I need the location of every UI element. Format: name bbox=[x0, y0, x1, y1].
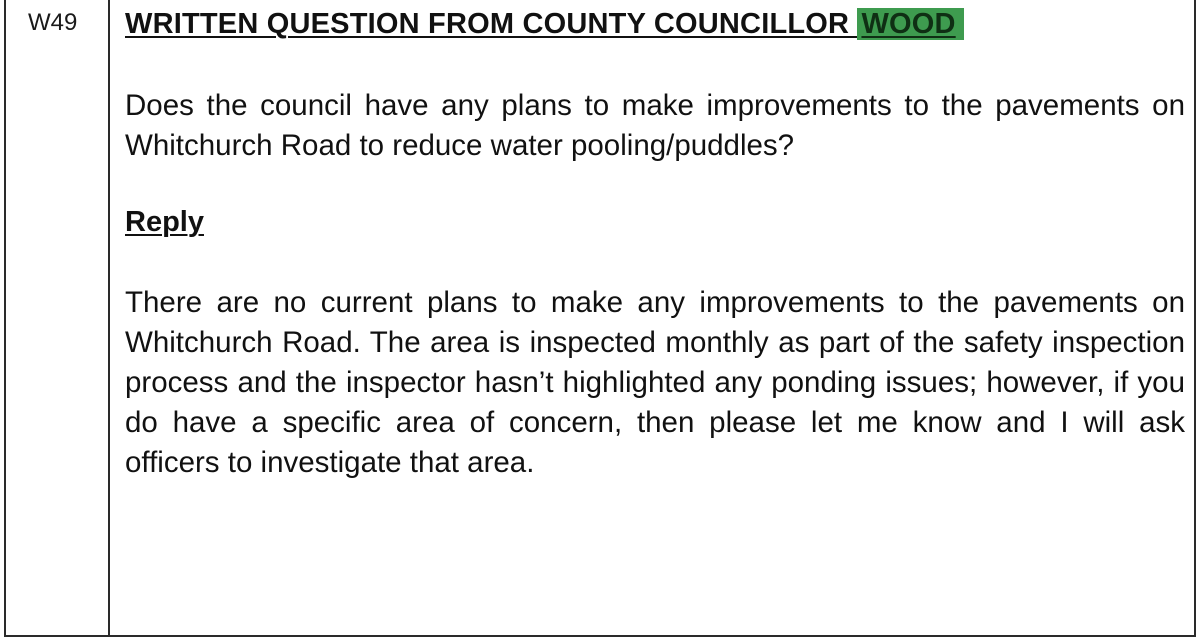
reply-text: There are no current plans to make any improvements to the pavements on Whitchurch Road. The area is inspected monthly as part of the safety inspection process and the inspector hasn’t highlighted any ponding issues; however, if you do have a specific area of concern, then please let me know and I will ask officers to investigate that area. bbox=[125, 286, 1185, 479]
question-heading bbox=[125, 5, 964, 43]
reference-cell bbox=[6, 0, 110, 635]
heading-prefix: WRITTEN QUESTION FROM COUNTY COUNCILLOR bbox=[125, 8, 858, 40]
question-reference: W49 bbox=[28, 9, 78, 36]
content-cell bbox=[110, 0, 1194, 635]
councillor-name-highlight: WOOD bbox=[857, 8, 963, 40]
question-text: Does the council have any plans to make improvements to the pavements on Whitchurch Road to reduce water pooling/puddles? bbox=[125, 89, 1185, 162]
question-table bbox=[4, 0, 1196, 637]
reply-heading: Reply bbox=[125, 206, 204, 238]
